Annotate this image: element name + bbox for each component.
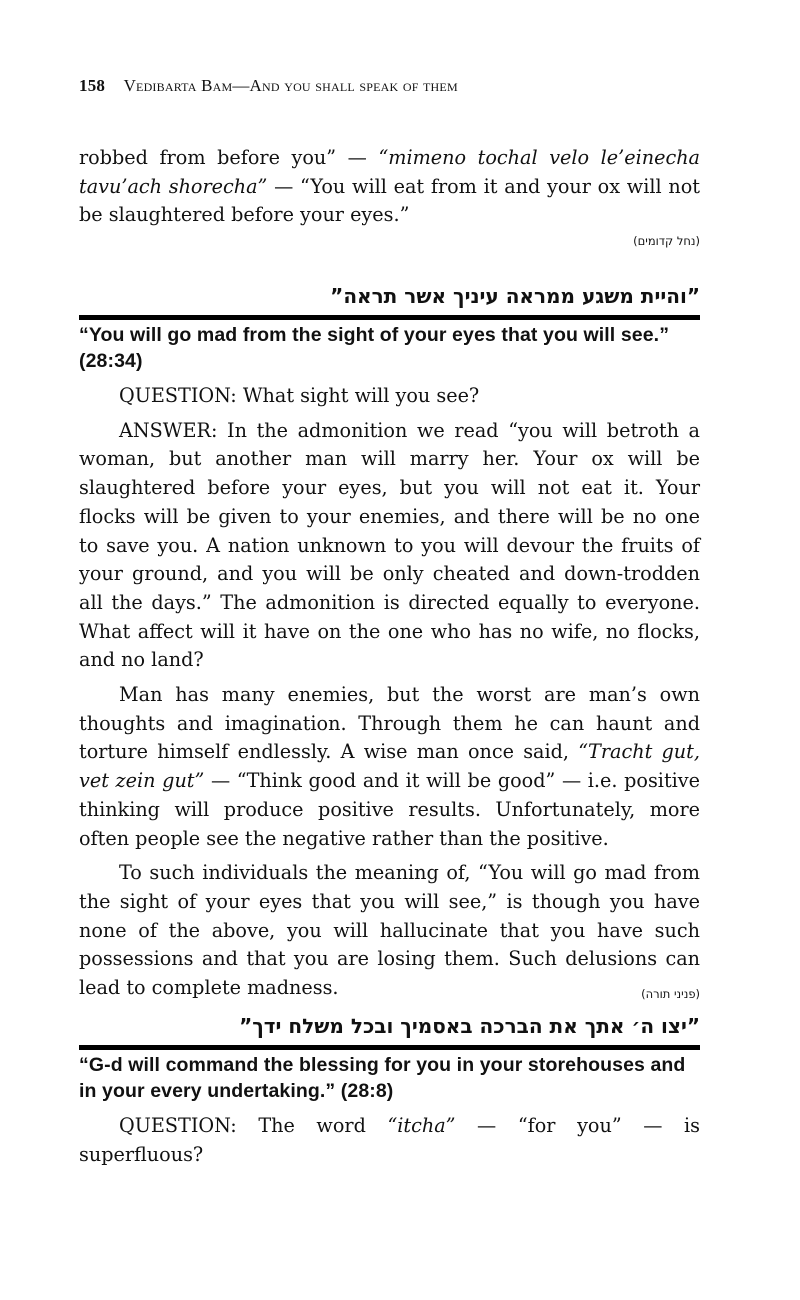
transliteration: “mimeno tochal velo le’einecha tavu’ach shorecha” — [79, 146, 701, 198]
text-run: — “You will eat from it and your ox will not be slaughtered before your eyes.” — [79, 174, 700, 227]
section-rule — [79, 315, 700, 320]
text-run: — “Think good and it will be good” — i.e. positive thinking will produce positive results. Unfortunately, more often people see the negative rather than the positive. — [79, 769, 700, 850]
source-citation: (נחל קדומים) — [633, 234, 700, 249]
hebrew-verse-heading: ”יצו ה׳ אתך את הברכה באסמיך ובכל משלח ידך” — [239, 1014, 700, 1038]
continued-paragraph-block — [79, 144, 700, 248]
text-run: robbed from before you” — — [79, 146, 379, 169]
english-verse-heading: “G-d will command the blessing for you in your storehouses and in your every undertaking.” (28:8) — [79, 1054, 686, 1102]
section-rule — [79, 1045, 700, 1050]
source-citation: (פניני תורה) — [641, 986, 700, 1001]
paragraph: To such individuals the meaning of, “You will go mad from the sight of your eyes that you will see,” is though you have none of the above, you will hallucinate that you have such possessions and that you are losing them. Such delusions can lead to complete madness. — [79, 861, 700, 1000]
question-paragraph — [79, 1112, 700, 1169]
running-head — [79, 76, 700, 96]
continued-paragraph — [79, 144, 700, 230]
transliteration: “itcha” — [387, 1114, 456, 1137]
running-head-title: Vedibarta Bam—And you shall speak of them — [123, 76, 458, 95]
english-verse-heading: “You will go mad from the sight of your eyes that you will see.” (28:34) — [79, 324, 670, 372]
yiddish-saying: “Tracht gut, vet zein gut” — [79, 740, 700, 793]
answer-paragraph: ANSWER: In the admonition we read “you will betroth a woman, but another man will marry her. Your ox will be slaughtered before your eyes, but you will not eat it. Your flocks will be given to your enemies, and there will be no one to save you. A nation unknown to you will devour the fruits of your ground, and you will be only cheated and down-trodden all the days.” The admonition is directed equally to everyone. What affect will it have on the one who has no wife, no flocks, and no land? — [79, 418, 700, 672]
section-madness — [79, 283, 700, 1003]
closing-paragraph-block — [79, 859, 700, 1003]
text-run: Man has many enemies, but the worst are man’s own thoughts and imagination. Through them he can haunt and torture himself endlessly. A wise man once said, — [79, 683, 700, 764]
hebrew-verse-heading: ”והיית משגע ממראה עיניך אשר תראה” — [330, 284, 700, 308]
text-run: — “for you” — is superfluous? — [79, 1114, 700, 1166]
section-blessing — [79, 1013, 700, 1169]
page-number: 158 — [79, 76, 106, 95]
text-run: QUESTION: The word — [119, 1114, 388, 1137]
question-paragraph: QUESTION: What sight will you see? — [119, 384, 480, 407]
paragraph — [79, 681, 700, 853]
